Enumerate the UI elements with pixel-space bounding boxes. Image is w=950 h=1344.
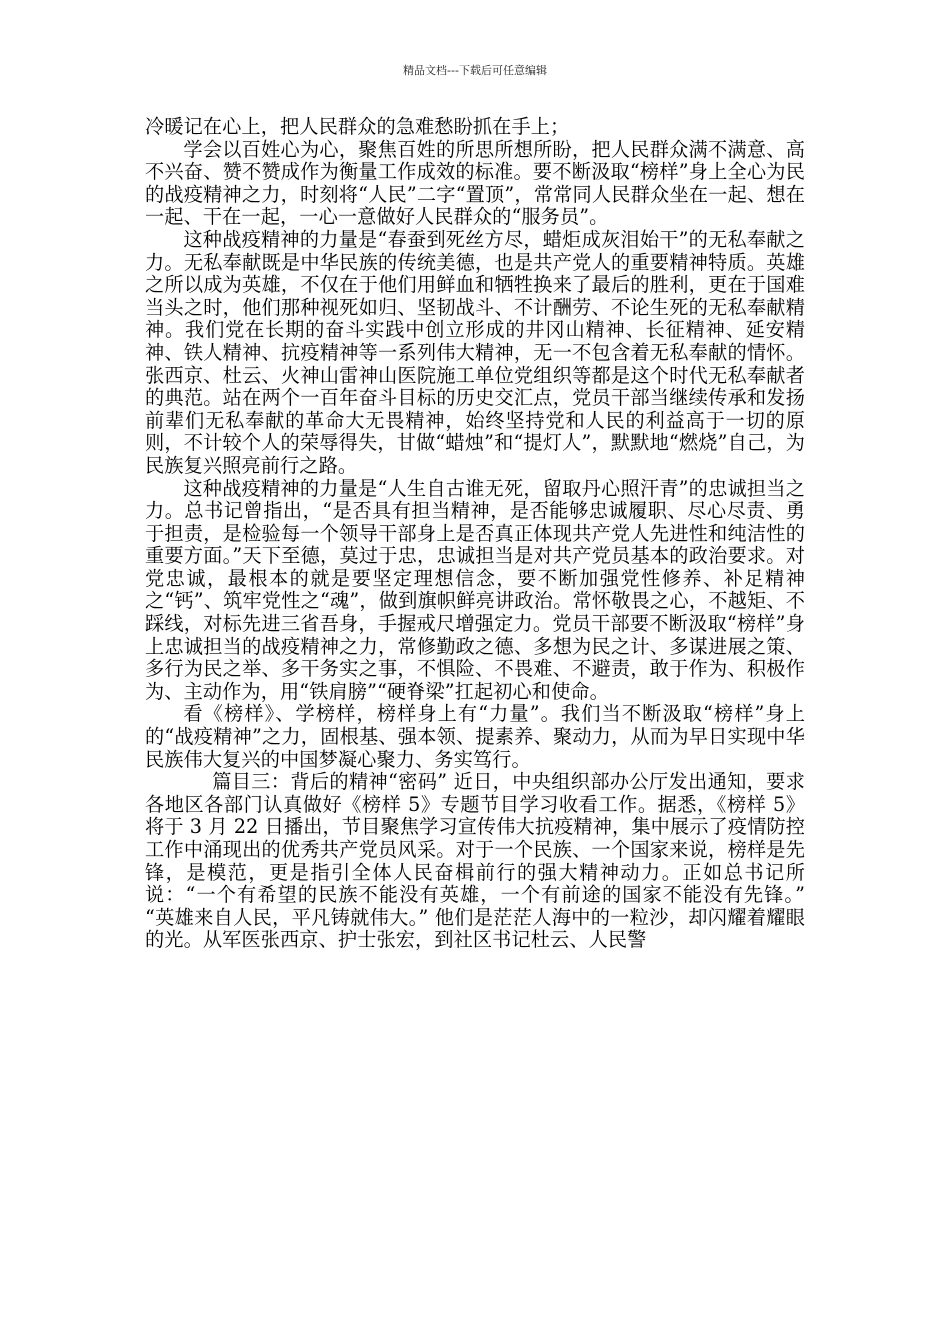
paragraph-5: 看《榜样》、学榜样，榜样身上有“力量”。我们当不断汲取“榜样”身上的“战疫精神”之力，固根基、强本领、提素养、聚动力，从而为早日实现中华民族伟大复兴的中国梦凝心聚力、务实笃行。 <box>145 702 805 771</box>
paragraph-6: 篇目三：背后的精神“密码” 近日，中央组织部办公厅发出通知，要求各地区各部门认真做好《榜样 5》专题节目学习收看工作。据悉，《榜样 5》将于 3 月 22 日播出，节目聚焦学习宣传伟大抗疫精神，集中展示了疫情防控工作中涌现出的优秀共产党员风采。对于一个民族、一个国家来说，榜样是先锋，是模范，更是指引全体人民奋楫前行的强大精神动力。正如总书记所说：“一个有希望的民族不能没有英雄，一个有前途的国家不能没有先锋。” “英雄来自人民，平凡铸就伟大。” 他们是茫茫人海中的一粒沙，却闪耀着耀眼的光。从军医张西京、护士张宏，到社区书记杜云、人民警 <box>145 770 805 952</box>
document-body <box>145 116 805 952</box>
page-header: 精品文档---下载后可任意编辑 <box>403 64 547 77</box>
paragraph-3: 这种战疫精神的力量是“春蚕到死丝方尽，蜡炬成灰泪始干”的无私奉献之力。无私奉献既是中华民族的传统美德，也是共产党人的重要精神特质。英雄之所以成为英雄，不仅在于他们用鲜血和牺牲换来了最后的胜利，更在于国难当头之时，他们那种视死如归、坚韧战斗、不计酬劳、不论生死的无私奉献精神。我们党在长期的奋斗实践中创立形成的井冈山精神、长征精神、延安精神、铁人精神、抗疫精神等一系列伟大精神，无一不包含着无私奉献的情怀。张西京、杜云、火神山雷神山医院施工单位党组织等都是这个时代无私奉献者的典范。站在两个一百年奋斗目标的历史交汇点，党员干部当继续传承和发扬前辈们无私奉献的革命大无畏精神，始终坚持党和人民的利益高于一切的原则，不计较个人的荣辱得失，甘做“蜡烛”和“提灯人”，默默地“燃烧”自己，为民族复兴照亮前行之路。 <box>145 227 805 477</box>
paragraph-2: 学会以百姓心为心，聚焦百姓的所思所想所盼，把人民群众满不满意、高不兴奋、赞不赞成作为衡量工作成效的标准。要不断汲取“榜样”身上全心为民的战疫精神之力，时刻将“人民”二字“置顶”，常常同人民群众坐在一起、想在一起、干在一起，一心一意做好人民群众的“服务员”。 <box>145 137 805 229</box>
paragraph-4: 这种战疫精神的力量是“人生自古谁无死，留取丹心照汗青”的忠诚担当之力。总书记曾指出，“是否具有担当精神，是否能够忠诚履职、尽心尽责、勇于担责，是检验每一个领导干部身上是否真正体现共产党人先进性和纯洁性的重要方面。”天下至德，莫过于忠，忠诚担当是对共产党员基本的政治要求。对党忠诚，最根本的就是要坚定理想信念，要不断加强党性修养、补足精神之“钙”、筑牢党性之“魂”，做到旗帜鲜亮讲政治。常怀敬畏之心，不越矩、不踩线，对标先进三省吾身，手握戒尺增强定力。党员干部要不断汲取“榜样”身上忠诚担当的战疫精神之力，常修勤政之德、多想为民之计、多谋进展之策、多行为民之举、多干务实之事，不惧险、不畏难、不避责，敢于作为、积极作为、主动作为，用“铁肩膀”“硬脊梁”扛起初心和使命。 <box>145 476 805 703</box>
paragraph-1: 冷暖记在心上，把人民群众的急难愁盼抓在手上； <box>145 115 570 138</box>
